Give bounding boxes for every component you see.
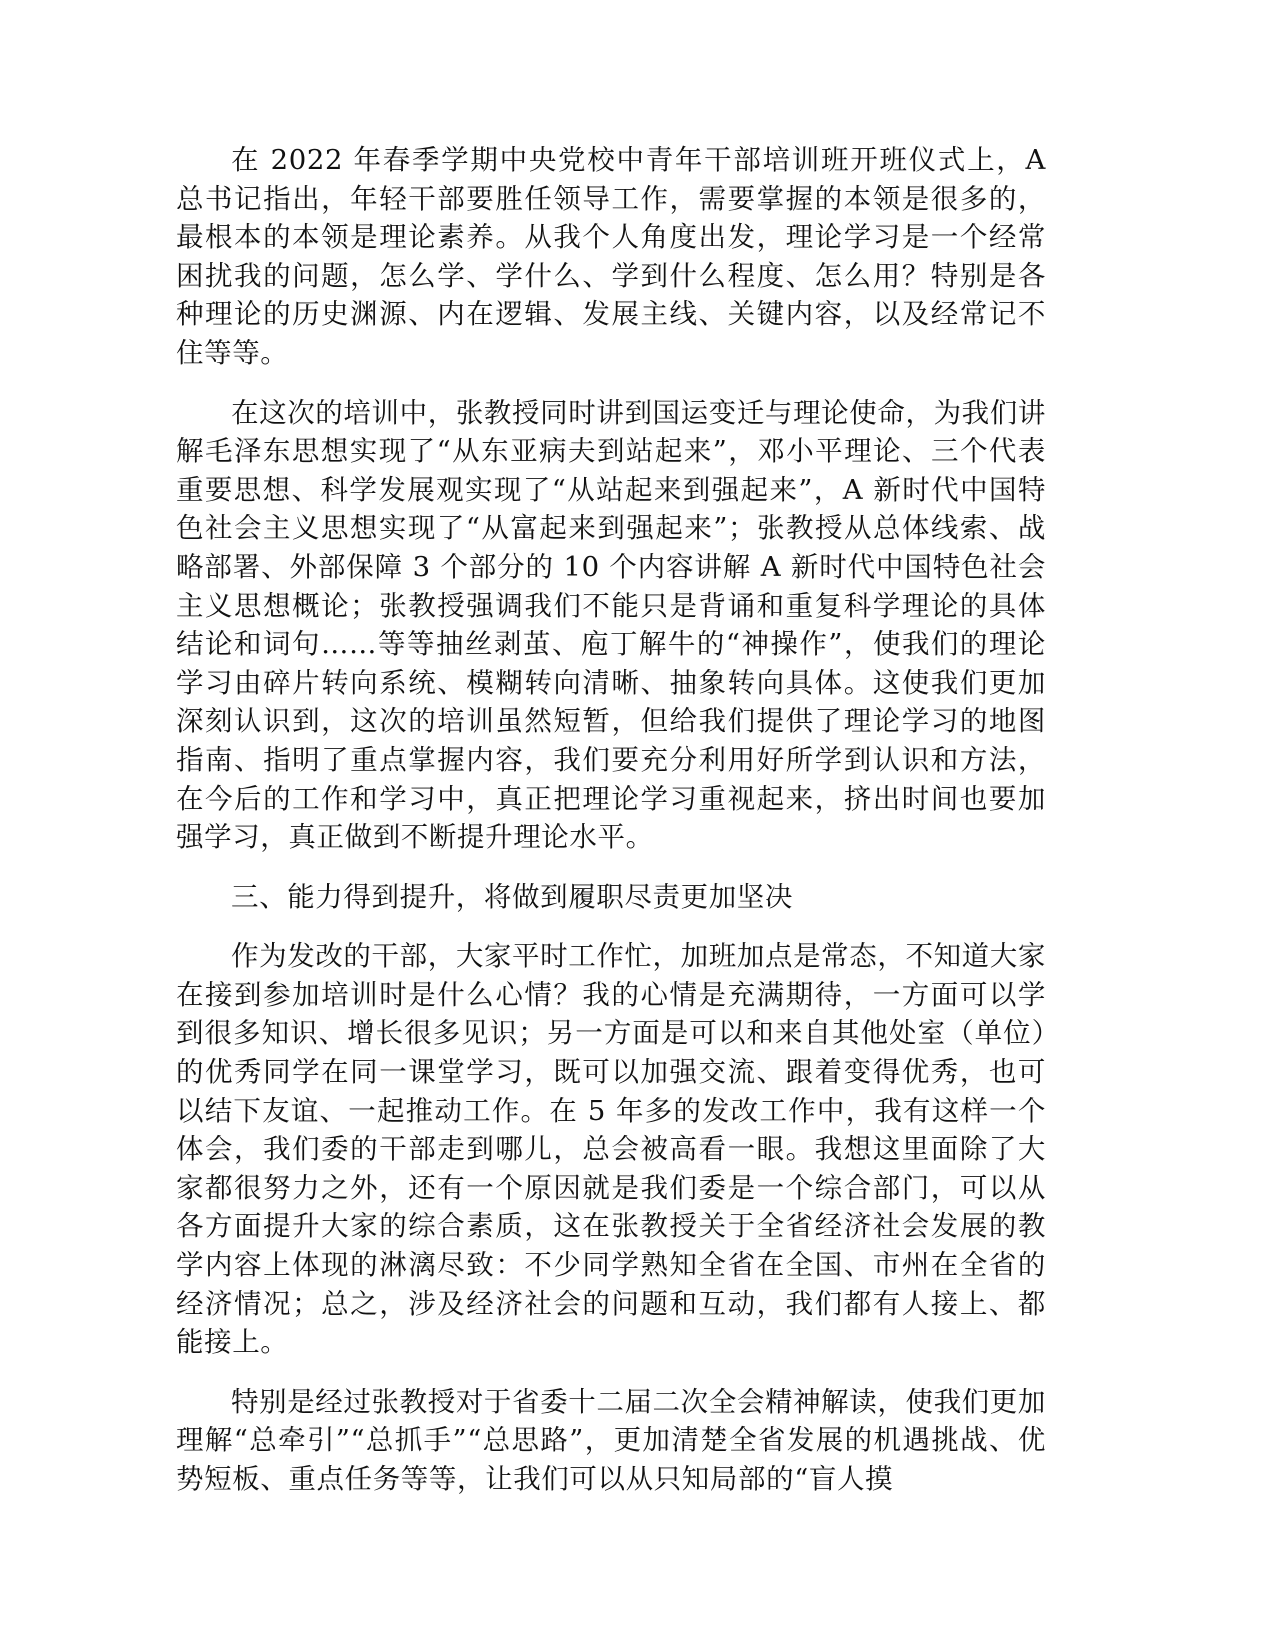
document-page xyxy=(176,141,1046,1520)
paragraph-training-content: 在这次的培训中，张教授同时讲到国运变迁与理论使命，为我们讲解毛泽东思想实现了“从东亚病夫到站起来”，邓小平理论、三个代表重要思想、科学发展观实现了“从站起来到强起来”，A 新时代中国特色社会主义思想实现了“从富起来到强起来”；张教授从总体线索、战略部署、外部保障 3 个部分的 10 个内容讲解 A 新时代中国特色社会主义思想概论；张教授强调我们不能只是背诵和重复科学理论的具体结论和词句……等等抽丝剥茧、庖丁解牛的“神操作”，使我们的理论学习由碎片转向系统、模糊转向清晰、抽象转向具体。这使我们更加深刻认识到，这次的培训虽然短暂，但给我们提供了理论学习的地图指南、指明了重点掌握内容，我们要充分利用好所学到认识和方法，在今后的工作和学习中，真正把理论学习重视起来，挤出时间也要加强学习，真正做到不断提升理论水平。 xyxy=(176,396,1046,854)
paragraph-plenary-interpretation: 特别是经过张教授对于省委十二届二次全会精神解读，使我们更加理解“总牵引”“总抓手”“总思路”，更加清楚全省发展的机遇挑战、优势短板、重点任务等等，让我们可以从只知局部的“盲人摸 xyxy=(176,1385,1046,1495)
section-heading: 三、能力得到提升，将做到履职尽责更加坚决 xyxy=(231,880,793,913)
paragraph-theory-quote: 在 2022 年春季学期中央党校中青年干部培训班开班仪式上，A 总书记指出，年轻干部要胜任领导工作，需要掌握的本领是很多的，最根本的本领是理论素养。从我个人角度出发，理论学习是一个经常困扰我的问题，怎么学、学什么、学到什么程度、怎么用？特别是各种理论的历史渊源、内在逻辑、发展主线、关键内容，以及经常记不住等等。 xyxy=(176,144,1046,369)
paragraph-ability-improvement: 作为发改的干部，大家平时工作忙，加班加点是常态，不知道大家在接到参加培训时是什么心情？我的心情是充满期待，一方面可以学到很多知识、增长很多见识；另一方面是可以和来自其他处室（单位）的优秀同学在同一课堂学习，既可以加强交流、跟着变得优秀，也可以结下友谊、一起推动工作。在 5 年多的发改工作中，我有这样一个体会，我们委的干部走到哪儿，总会被高看一眼。我想这里面除了大家都很努力之外，还有一个原因就是我们委是一个综合部门，可以从各方面提升大家的综合素质，这在张教授关于全省经济社会发展的教学内容上体现的淋漓尽致：不少同学熟知全省在全国、市州在全省的经济情况；总之，涉及经济社会的问题和互动，我们都有人接上、都能接上。 xyxy=(176,940,1046,1359)
